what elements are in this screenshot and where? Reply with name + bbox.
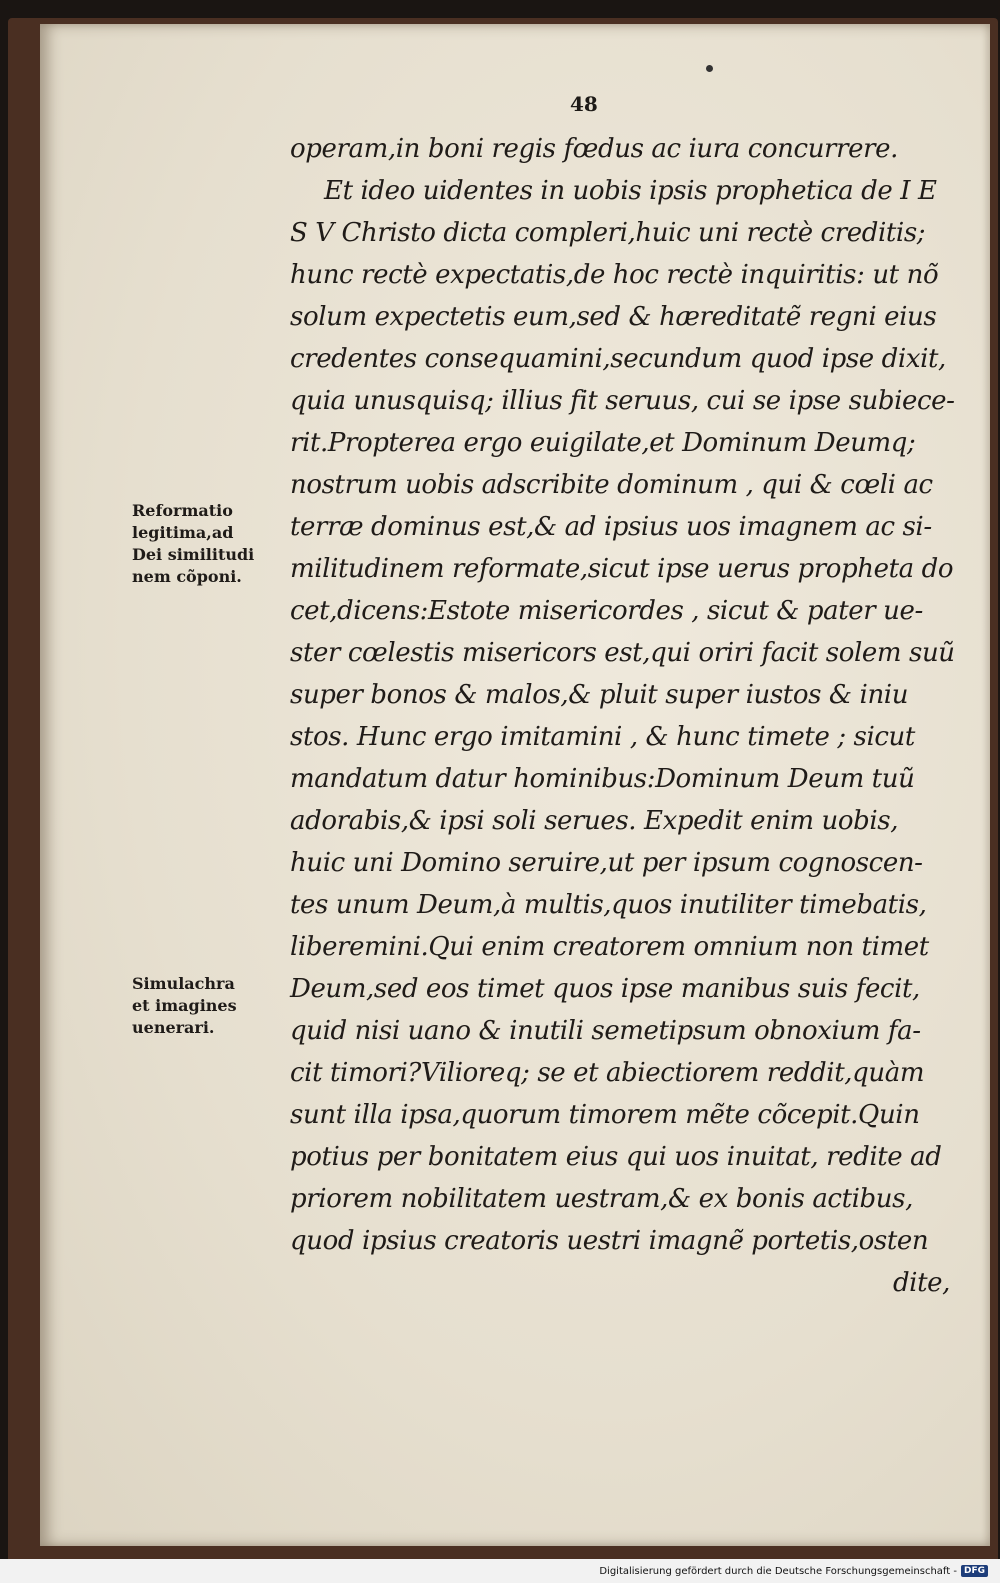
text-line: nostrum uobis adscribite dominum , qui & cœli ac <box>290 470 933 500</box>
body-text <box>290 128 955 1304</box>
text-line: quod ipsius creatoris uestri imagnẽ portetis,osten <box>290 1226 929 1256</box>
text-line: operam,in boni regis fœdus ac iura concurrere. <box>290 134 898 164</box>
dfg-logo-icon: DFG <box>961 1565 988 1577</box>
text-line: rit.Propterea ergo euigilate,et Dominum Deumq; <box>290 428 916 458</box>
ink-spot <box>706 65 713 72</box>
text-line: S V Christo dicta compleri,huic uni rectè creditis; <box>290 218 926 248</box>
text-line: Deum,sed eos timet quos ipse manibus suis fecit, <box>290 974 920 1004</box>
page-number: 48 <box>570 92 598 116</box>
margin-note-line: nem cõponi. <box>132 567 242 586</box>
text-line: quid nisi uano & inutili semetipsum obnoxium fa- <box>290 1016 921 1046</box>
text-line-catchword: dite, <box>892 1268 950 1298</box>
margin-note-line: Simulachra <box>132 974 235 993</box>
margin-note-reformatio <box>132 500 282 588</box>
text-line: solum expectetis eum,sed & hæreditatẽ regni eius <box>290 302 937 332</box>
text-line: potius per bonitatem eius qui uos inuitat, redite ad <box>290 1142 942 1172</box>
text-line: cit timori?Vilioreq; se et abiectiorem reddit,quàm <box>290 1058 925 1088</box>
credit-text: Digitalisierung gefördert durch die Deutsche Forschungsgemeinschaft - <box>599 1565 957 1577</box>
text-line: terræ dominus est,& ad ipsius uos imagnem ac si- <box>290 512 932 542</box>
text-line: liberemini.Qui enim creatorem omnium non timet <box>290 932 929 962</box>
text-line: tes unum Deum,à multis,quos inutiliter timebatis, <box>290 890 927 920</box>
text-line: Et ideo uidentes in uobis ipsis prophetica de I E <box>324 176 937 206</box>
text-line: super bonos & malos,& pluit super iustos & iniu <box>290 680 909 710</box>
margin-note-line: Reformatio <box>132 501 233 520</box>
text-line: mandatum datur hominibus:Dominum Deum tuũ <box>290 764 915 794</box>
margin-note-line: Dei similitudi <box>132 545 255 564</box>
text-line: cet,dicens:Estote misericordes , sicut & pater ue- <box>290 596 923 626</box>
text-line: huic uni Domino seruire,ut per ipsum cognoscen- <box>290 848 923 878</box>
text-line: ster cœlestis misericors est,qui oriri facit solem suũ <box>290 638 955 668</box>
margin-note-line: et imagines <box>132 996 237 1015</box>
text-line: quia unusquisq; illius fit seruus, cui se ipse subiece- <box>290 386 955 416</box>
text-line: adorabis,& ipsi soli serues. Expedit enim uobis, <box>290 806 899 836</box>
margin-note-line: uenerari. <box>132 1018 215 1037</box>
margin-note-simulachra <box>132 973 282 1039</box>
text-line: militudinem reformate,sicut ipse uerus propheta do <box>290 554 954 584</box>
text-line: hunc rectè expectatis,de hoc rectè inquiritis: ut nõ <box>290 260 939 290</box>
text-line: priorem nobilitatem uestram,& ex bonis actibus, <box>290 1184 913 1214</box>
margin-note-line: legitima,ad <box>132 523 234 542</box>
text-line: sunt illa ipsa,quorum timorem mẽte cõcepit.Quin <box>290 1100 920 1130</box>
text-line: stos. Hunc ergo imitamini , & hunc timete ; sicut <box>290 722 915 752</box>
text-line: credentes consequamini,secundum quod ipse dixit, <box>290 344 946 374</box>
digitization-credit <box>595 1563 992 1579</box>
